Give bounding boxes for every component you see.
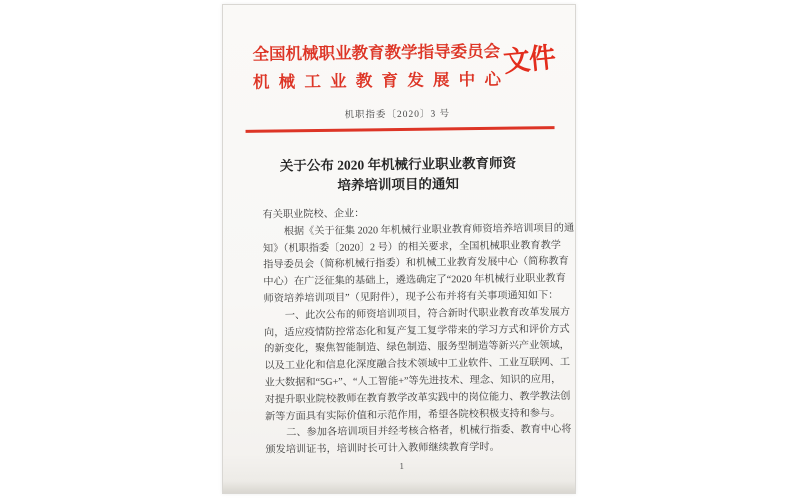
doc-type-label: 文件 (502, 42, 557, 79)
salutation: 有关职业院校、企业： (262, 208, 365, 221)
body-line: 二、参加各培训项目并经考核合格者，机械行指委、教育中心将 (286, 424, 572, 439)
body-line: 根据《关于征集 2020 年机械行业职业教育师资培养培训项目的通 (283, 222, 575, 238)
document-body (262, 204, 575, 460)
body-line: 对提升职业院校教师在教育教学改革实践中的岗位能力、教学教法创 (264, 390, 571, 406)
document-title-line1: 关于公布 2020 年机械行业职业教育师资 (279, 155, 517, 174)
document-content (220, 3, 578, 495)
doc-number: 机职指委〔2020〕3 号 (344, 109, 451, 121)
body-line: 以及工业化和信息化深度融合技术领域中工业软件、工业互联网、工 (264, 357, 571, 372)
body-line: 的新变化，聚焦智能制造、绿色制造、服务型制造等新兴产业领域， (264, 340, 570, 356)
body-line: 颁发培训证书，培训时长可计入教师继续教育学时。 (265, 441, 500, 456)
document-page (222, 4, 576, 494)
page-number: 1 (399, 460, 404, 472)
org-name-line2: 机械工业教育发展中心 (252, 69, 502, 92)
org-name-line1: 全国机械职业教育教学指导委员会 (252, 41, 501, 64)
document-title (222, 153, 574, 197)
letterhead (252, 38, 501, 93)
body-line: 新等方面具有实际价值和示范作用，希望各院校积极支持和参与。 (264, 407, 561, 423)
body-line: 指导委员会（简称机械行指委）和机械工业教育发展中心（简称教育 (263, 256, 569, 272)
body-line: 向，适应疫情防控常态化和复产复工复学带来的学习方式和评价方式 (263, 323, 570, 339)
body-line: 中心）在广泛征集的基础上，遴选确定了“2020 年机械行业职业教育 (263, 273, 566, 288)
body-line: 一、此次公布的师资培训项目，符合新时代职业教育改革发展方 (284, 306, 571, 322)
red-divider-line (246, 126, 555, 132)
document-title-line2: 培养培训项目的通知 (337, 176, 460, 193)
body-line: 师资培养培训项目”（见附件），现予公布并将有关事项通知如下： (263, 290, 559, 305)
body-line: 知》（机职指委〔2020〕2 号）的相关要求，全国机械职业教育教学 (262, 239, 562, 255)
body-line: 业大数据和“5G+”、“人工智能+”等先进技术、理念、知识的应用， (264, 373, 562, 389)
